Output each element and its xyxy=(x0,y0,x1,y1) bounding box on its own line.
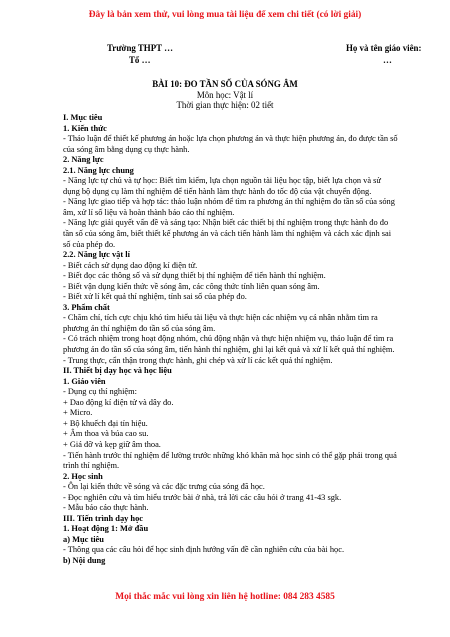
paragraph: - Năng lực tự chủ và tự học: Biết tìm kiếm, lựa chọn nguồn tài liệu học tập, biết lựa chọn và sử dụng bộ dụng cụ làm thí nghiệm để tiến hành làm thực hành đo tốc độ của vật chuyển động. xyxy=(63,176,381,196)
section-heading: 2. Năng lực xyxy=(63,155,104,165)
section-heading: 1. Giáo viên xyxy=(63,376,106,386)
paragraph: - Biết cách sử dụng dao động kí điện tử. xyxy=(63,260,198,270)
paragraph: - Chăm chỉ, tích cực chịu khó tìm hiểu tài liệu và thực hiện các nhiệm vụ cá nhân nhằm tìm ra phương án thí nghiệm đo tần số của sóng âm. xyxy=(63,313,378,333)
lesson-title-block xyxy=(0,79,450,111)
paragraph: - Năng lực giao tiếp và hợp tác: thảo luận nhóm để tìm ra phương án thí nghiệm đo tần số của sóng âm, xử lí số liệu và hoàn thành báo cáo thí nghiệm. xyxy=(63,197,395,217)
list-item: + Bộ khuếch đại tín hiệu. xyxy=(63,418,148,428)
group-name: Tổ … xyxy=(129,54,151,65)
section-heading: II. Thiết bị dạy học và học liệu xyxy=(63,366,172,376)
school-header xyxy=(107,43,173,66)
paragraph: - Năng lực giải quyết vấn đề và sáng tạo: Nhận biết các thiết bị thí nghiệm trong thực hành đo đo tần số của sóng âm, biết thiết kế phương án và cách tiến hành làm thí nghiệm và cách xác định sai số của phép đo. xyxy=(63,218,392,249)
paragraph: - Mẫu báo cáo thực hành. xyxy=(63,503,149,513)
paragraph: - Đọc nghiên cứu và tìm hiểu trước bài ở nhà, trả lời các câu hỏi ở trang 41-43 sgk. xyxy=(63,492,342,502)
hotline-banner: Mọi thắc mắc vui lòng xin liên hệ hotline: 084 283 4585 xyxy=(115,592,335,602)
teacher-value: … xyxy=(383,54,392,65)
paragraph: - Biết vận dụng kiến thức về sóng âm, các công thức tính liên quan sóng âm. xyxy=(63,281,320,291)
document-body xyxy=(63,113,399,567)
teacher-label: Họ và tên giáo viên: xyxy=(346,43,422,53)
teacher-header xyxy=(346,43,421,66)
paragraph: - Ôn lại kiến thức về sóng và các đặc trưng của sóng đã học. xyxy=(63,482,265,492)
list-item: + Dao động kí điện tử và dây đo. xyxy=(63,397,174,407)
section-heading: III. Tiến trình dạy học xyxy=(63,513,143,523)
paragraph: - Trung thực, cẩn thận trong thực hành, ghi chép và xử lí các kết quả thí nghiệm. xyxy=(63,355,333,365)
duration-line: Thời gian thực hiện: 02 tiết xyxy=(176,100,274,111)
paragraph: - Biết đọc các thông số và sử dụng thiết bị thí nghiệm để tiến hành thí nghiệm. xyxy=(63,271,326,281)
list-item: + Giá đỡ và kẹp giữ âm thoa. xyxy=(63,439,161,449)
section-heading: b) Nội dung xyxy=(63,555,106,565)
paragraph: - Có trách nhiệm trong hoạt động nhóm, chủ động nhận và thực hiện nhiệm vụ, thảo luận để tìm ra phương án đo tần số của sóng âm, tiến hành thí nghiệm, ghi lại kết quả và xử lí kết quả thí nghiệm. xyxy=(63,334,395,355)
school-name: Trường THPT … xyxy=(107,43,173,53)
section-heading: 3. Phẩm chất xyxy=(63,302,110,312)
section-heading: 1. Kiến thức xyxy=(63,123,107,133)
paragraph: - Thông qua các câu hỏi để học sinh định hướng vấn đề cần nghiên cứu của bài học. xyxy=(63,545,345,555)
list-item: + Âm thoa và búa cao su. xyxy=(63,429,149,439)
section-heading: 2.2. Năng lực vật lí xyxy=(63,250,130,260)
section-heading: a) Mục tiêu xyxy=(63,534,104,544)
paragraph: - Tiến hành trước thí nghiệm để lường trước những khó khăn mà học sinh có thể gặp phải trong quá trình thí nghiệm. xyxy=(63,450,397,471)
section-heading: I. Mục tiêu xyxy=(63,113,103,122)
section-heading: 1. Hoạt động 1: Mở đầu xyxy=(63,524,149,534)
section-heading: 2. Học sinh xyxy=(63,471,103,481)
lesson-title: BÀI 10: ĐO TẦN SỐ CỦA SÓNG ÂM xyxy=(152,79,298,89)
paragraph: - Thảo luận để thiết kế phương án hoặc lựa chọn phương án và thực hiện phương án, đo được tần số của sóng âm bằng dụng cụ thực hành. xyxy=(63,134,398,154)
list-item: + Micro. xyxy=(63,408,93,418)
paragraph: - Dụng cụ thí nghiệm: xyxy=(63,387,137,397)
preview-banner: Đây là bản xem thử, vui lòng mua tài liệu để xem chi tiết (có lời giải) xyxy=(88,10,362,20)
section-heading: 2.1. Năng lực chung xyxy=(63,165,134,175)
subject-line: Môn học: Vật lí xyxy=(196,89,254,100)
paragraph: - Biết xử lí kết quả thí nghiệm, tính sai số của phép đo. xyxy=(63,292,247,302)
